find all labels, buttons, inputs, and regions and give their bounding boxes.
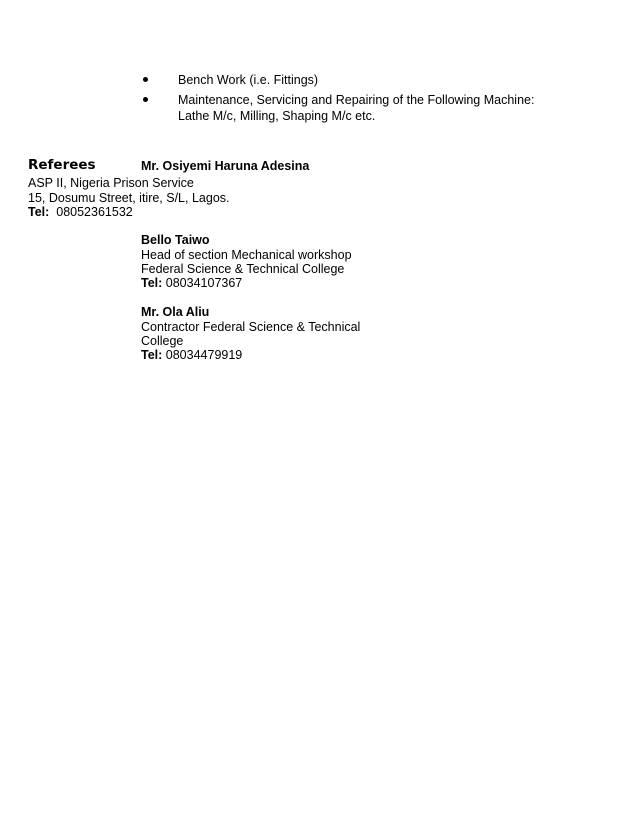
tel-number: 08052361532 <box>56 205 133 219</box>
referee-position: Head of section Mechanical workshop <box>141 248 352 262</box>
referee-tel <box>28 205 133 219</box>
referee-address: 15, Dosumu Street, itire, S/L, Lagos. <box>28 191 230 205</box>
referee-name: Bello Taiwo <box>141 233 210 247</box>
referees-heading: Referees <box>28 157 96 173</box>
referee-name: Mr. Ola Aliu <box>141 305 210 319</box>
skill-text: Maintenance, Servicing and Repairing of the Following Machine: <box>178 93 535 107</box>
tel-label: Tel: <box>28 205 50 219</box>
bullet-icon <box>143 97 148 102</box>
referee-tel <box>141 348 242 362</box>
referee-position-continued: College <box>141 334 184 348</box>
bullet-icon <box>143 77 148 82</box>
referee-name: Mr. Osiyemi Haruna Adesina <box>141 159 310 173</box>
tel-label: Tel: <box>141 276 163 290</box>
referee-organization: Federal Science & Technical College <box>141 262 345 276</box>
referee-position: ASP II, Nigeria Prison Service <box>28 176 194 190</box>
tel-label: Tel: <box>141 348 163 362</box>
referee-position: Contractor Federal Science & Technical <box>141 320 361 334</box>
skill-text: Bench Work (i.e. Fittings) <box>178 73 319 87</box>
tel-number: 08034479919 <box>165 348 243 362</box>
referee-tel <box>141 276 242 290</box>
skill-text-continued: Lathe M/c, Milling, Shaping M/c etc. <box>178 109 376 123</box>
tel-number: 08034107367 <box>165 276 243 290</box>
